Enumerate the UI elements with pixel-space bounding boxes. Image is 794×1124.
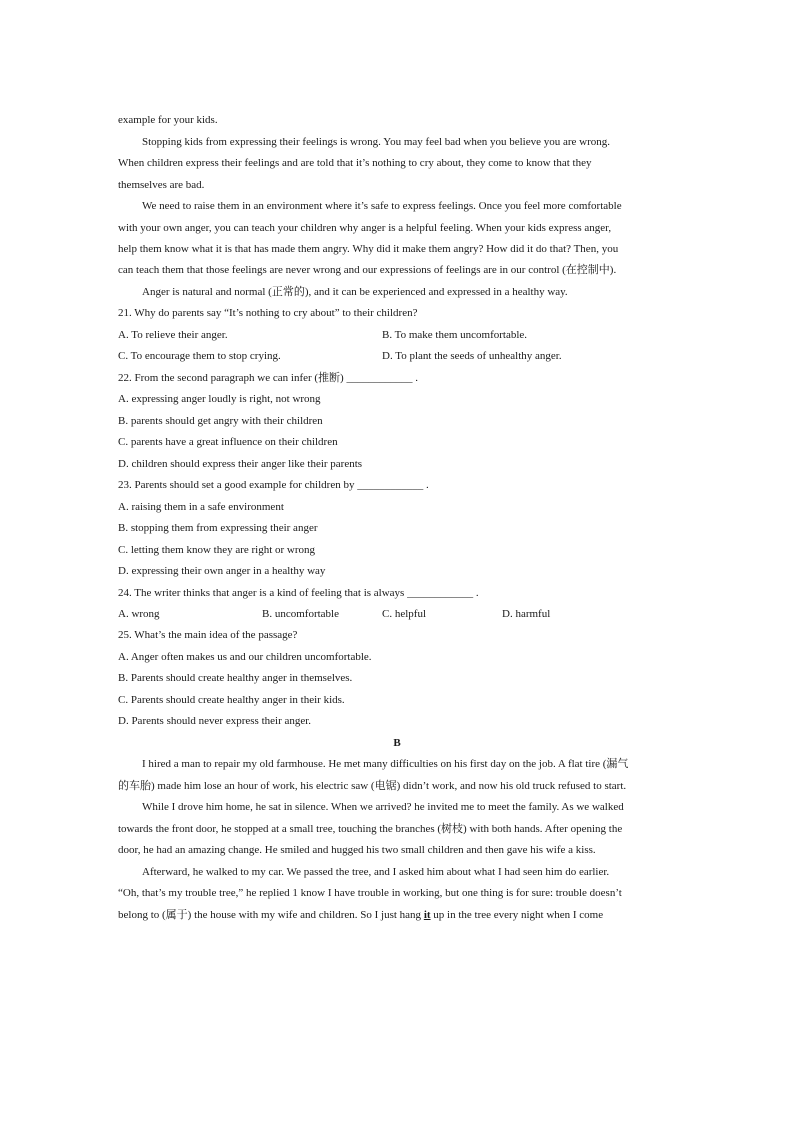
question-21-option-c: C. To encourage them to stop crying. <box>118 350 281 362</box>
passage-a-line: We need to raise them in an environment where it’s safe to express feelings. Once you feel more comfortable <box>142 200 622 212</box>
question-21-option-d: D. To plant the seeds of unhealthy anger. <box>382 350 562 362</box>
question-25-option-d: D. Parents should never express their anger. <box>118 715 312 727</box>
passage-b-line-tail: up in the tree every night when I come <box>430 909 604 921</box>
passage-b-line-text: belong to (属于) the house with my wife and children. So I just hang <box>118 909 424 921</box>
question-21-stem: 21. Why do parents say “It’s nothing to cry about” to their children? <box>118 307 418 319</box>
question-21-option-a: A. To relieve their anger. <box>118 329 228 341</box>
passage-a-line: example for your kids. <box>118 114 218 126</box>
question-22-option-a: A. expressing anger loudly is right, not wrong <box>118 393 321 405</box>
passage-b-line: towards the front door, he stopped at a small tree, touching the branches (树枝) with both hands. After opening the <box>118 823 623 835</box>
passage-a-line: can teach them that those feelings are never wrong and our expressions of feelings are in our control (在控制中). <box>118 264 617 276</box>
question-23-stem: 23. Parents should set a good example for children by ____________ . <box>118 479 429 491</box>
passage-b-line: “Oh, that’s my trouble tree,” he replied 1 know I have trouble in working, but one thing is for sure: trouble doesn’t <box>118 887 622 899</box>
question-22-stem: 22. From the second paragraph we can infer (推断) ____________ . <box>118 372 418 384</box>
passage-a-line: Stopping kids from expressing their feelings is wrong. You may feel bad when you believe you are wrong. <box>142 136 611 148</box>
underlined-word: it <box>423 909 431 921</box>
passage-b-last-line <box>118 908 678 922</box>
question-23-option-b: B. stopping them from expressing their anger <box>118 522 318 534</box>
question-24-option-d: D. harmful <box>502 608 551 620</box>
question-25-option-a: A. Anger often makes us and our children uncomfortable. <box>118 651 372 663</box>
passage-a-line: help them know what it is that has made them angry. Why did it make them angry? How did it do that? Then, you <box>118 243 619 255</box>
passage-b-line: 的车胎) made him lose an hour of work, his electric saw (电锯) didn’t work, and now his old truck refused to start. <box>118 780 627 792</box>
question-23-option-c: C. letting them know they are right or wrong <box>118 544 316 556</box>
question-22-option-c: C. parents have a great influence on their children <box>118 436 338 448</box>
passage-b-line: door, he had an amazing change. He smiled and hugged his two small children and then gave his wife a kiss. <box>118 844 596 856</box>
question-24-stem: 24. The writer thinks that anger is a kind of feeling that is always ____________ . <box>118 587 479 599</box>
passage-b-line: While I drove him home, he sat in silence. When we arrived? he invited me to meet the family. As we walked <box>142 801 624 813</box>
passage-a-line: themselves are bad. <box>118 179 205 191</box>
passage-b-line: Afterward, he walked to my car. We passed the tree, and I asked him about what I had seen him do earlier. <box>142 866 610 878</box>
question-22-option-d: D. children should express their anger like their parents <box>118 458 363 470</box>
section-heading: B <box>393 737 401 749</box>
question-25-option-b: B. Parents should create healthy anger in themselves. <box>118 672 353 684</box>
question-22-option-b: B. parents should get angry with their children <box>118 415 323 427</box>
question-23-option-a: A. raising them in a safe environment <box>118 501 284 513</box>
question-24-option-c: C. helpful <box>382 608 426 620</box>
question-24-option-b: B. uncomfortable <box>262 608 339 620</box>
question-23-option-d: D. expressing their own anger in a healthy way <box>118 565 326 577</box>
question-24-option-a: A. wrong <box>118 608 160 620</box>
passage-a-line: with your own anger, you can teach your children why anger is a helpful feeling. When your kids express anger, <box>118 222 612 234</box>
passage-a-line: Anger is natural and normal (正常的), and it can be experienced and expressed in a healthy way. <box>142 286 568 298</box>
question-21-option-b: B. To make them uncomfortable. <box>382 329 528 341</box>
question-25-option-c: C. Parents should create healthy anger in their kids. <box>118 694 345 706</box>
passage-a-line: When children express their feelings and are told that it’s nothing to cry about, they come to know that they <box>118 157 592 169</box>
question-25-stem: 25. What’s the main idea of the passage? <box>118 629 298 641</box>
passage-b-line: I hired a man to repair my old farmhouse. He met many difficulties on his first day on the job. A flat tire (漏气 <box>142 758 629 770</box>
